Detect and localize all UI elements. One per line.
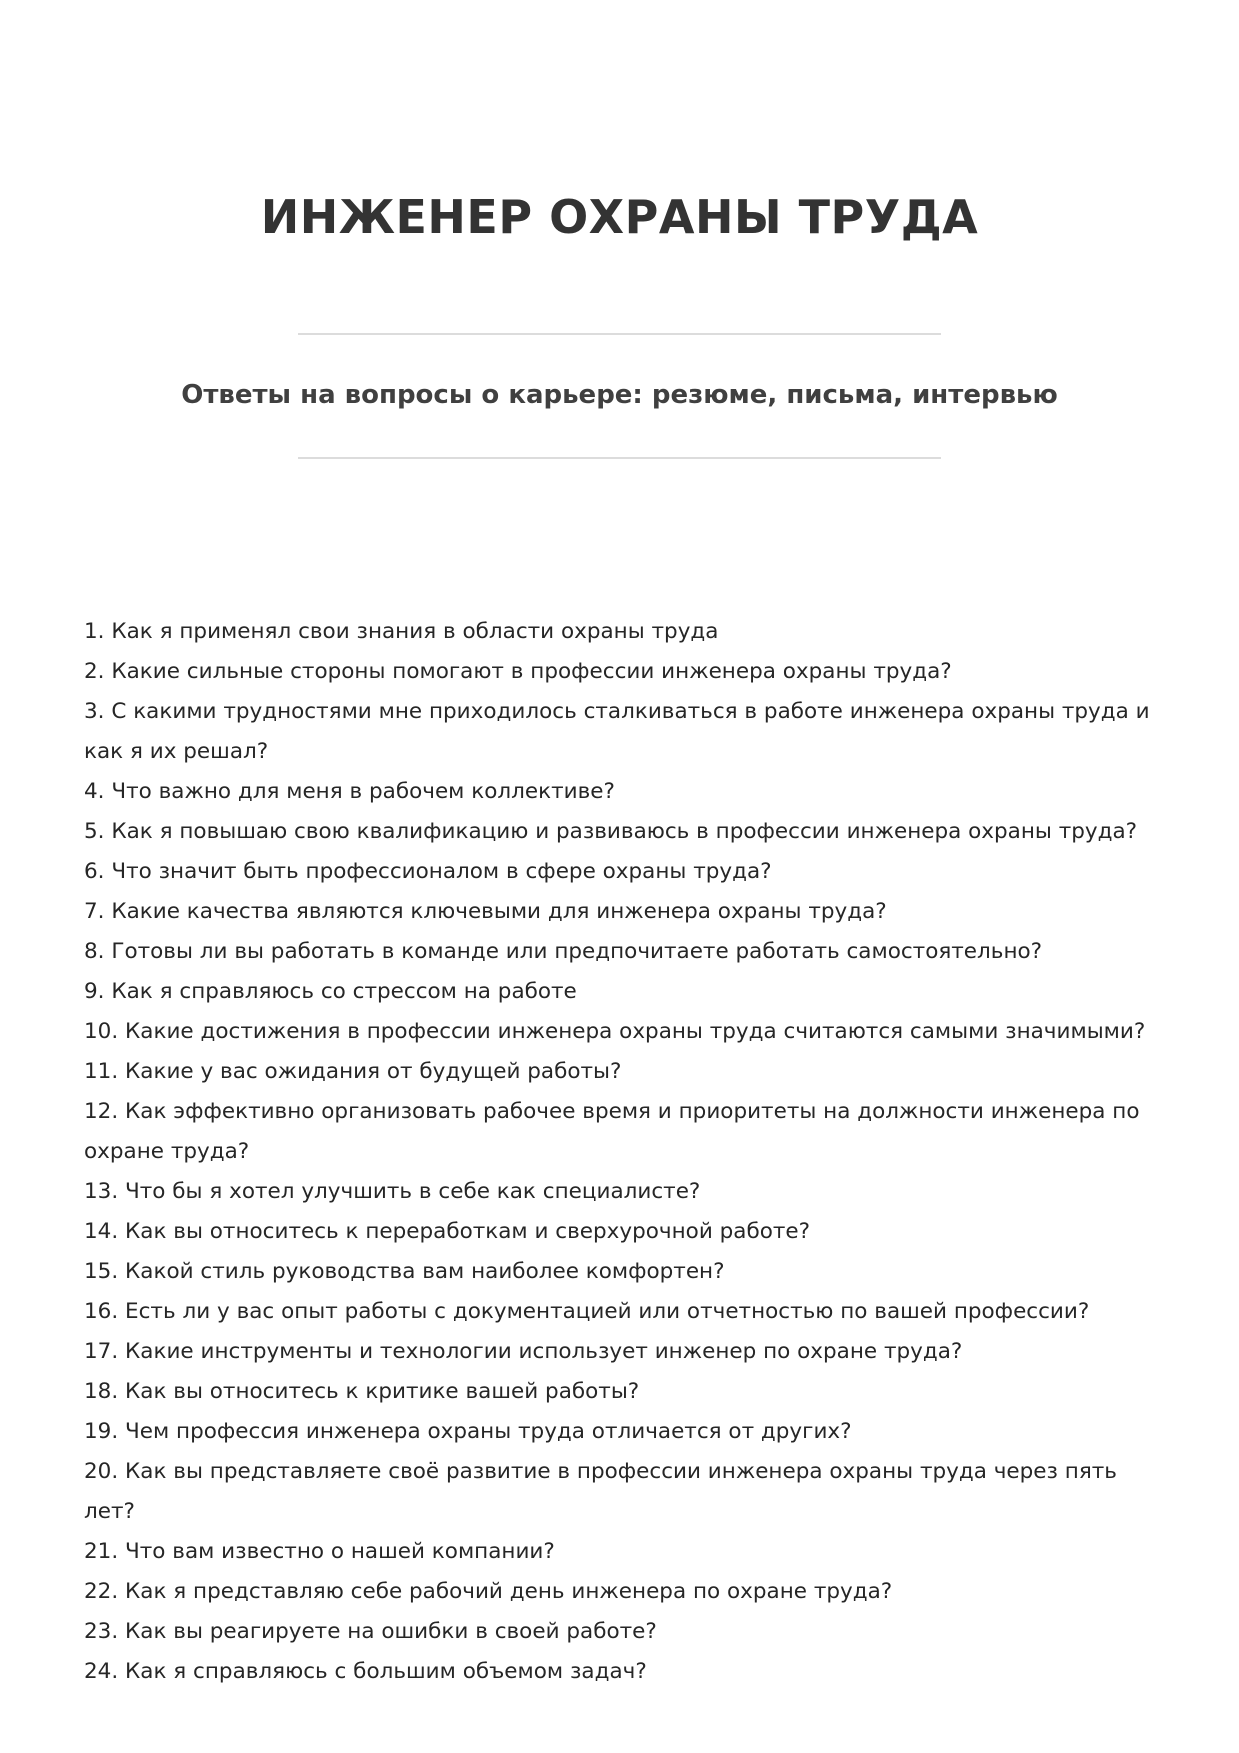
question-item: 17. Какие инструменты и технологии использует инженер по охране труда? [84,1339,963,1364]
question-item: 21. Что вам известно о нашей компании? [84,1539,555,1564]
question-item: 19. Чем профессия инженера охраны труда отличается от других? [84,1419,852,1444]
question-item: 16. Есть ли у вас опыт работы с документацией или отчетностью по вашей профессии? [84,1299,1090,1324]
question-item: 20. Как вы представляете своё развитие в профессии инженера охраны труда через пять лет? [84,1459,1117,1524]
question-item: 5. Как я повышаю свою квалификацию и развиваюсь в профессии инженера охраны труда? [84,819,1138,844]
question-item: 22. Как я представляю себе рабочий день инженера по охране труда? [84,1579,893,1604]
divider-top [298,333,941,335]
question-list [84,612,1159,1692]
question-item: 12. Как эффективно организовать рабочее время и приоритеты на должности инженера по охране труда? [84,1099,1140,1164]
question-item: 2. Какие сильные стороны помогают в профессии инженера охраны труда? [84,659,952,684]
divider-bottom [298,457,941,459]
page-title: ИНЖЕНЕР ОХРАНЫ ТРУДА [260,190,979,244]
question-item: 8. Готовы ли вы работать в команде или предпочитаете работать самостоятельно? [84,939,1043,964]
question-item: 7. Какие качества являются ключевыми для инженера охраны труда? [84,899,887,924]
question-item: 14. Как вы относитесь к переработкам и сверхурочной работе? [84,1219,811,1244]
question-item: 9. Как я справляюсь со стрессом на работе [84,979,577,1004]
question-item: 1. Как я применял свои знания в области охраны труда [84,619,719,644]
question-item: 24. Как я справляюсь с большим объемом задач? [84,1659,647,1684]
question-item: 3. С какими трудностями мне приходилось сталкиваться в работе инженера охраны труда и как я их решал? [84,699,1150,764]
page-subtitle: Ответы на вопросы о карьере: резюме, письма, интервью [181,380,1058,410]
question-item: 10. Какие достижения в профессии инженера охраны труда считаются самыми значимыми? [84,1019,1146,1044]
question-item: 11. Какие у вас ожидания от будущей работы? [84,1059,622,1084]
question-item: 13. Что бы я хотел улучшить в себе как специалисте? [84,1179,701,1204]
question-item: 15. Какой стиль руководства вам наиболее комфортен? [84,1259,725,1284]
question-item: 4. Что важно для меня в рабочем коллективе? [84,779,615,804]
question-item: 23. Как вы реагируете на ошибки в своей работе? [84,1619,657,1644]
question-item: 6. Что значит быть профессионалом в сфере охраны труда? [84,859,772,884]
question-item: 18. Как вы относитесь к критике вашей работы? [84,1379,640,1404]
